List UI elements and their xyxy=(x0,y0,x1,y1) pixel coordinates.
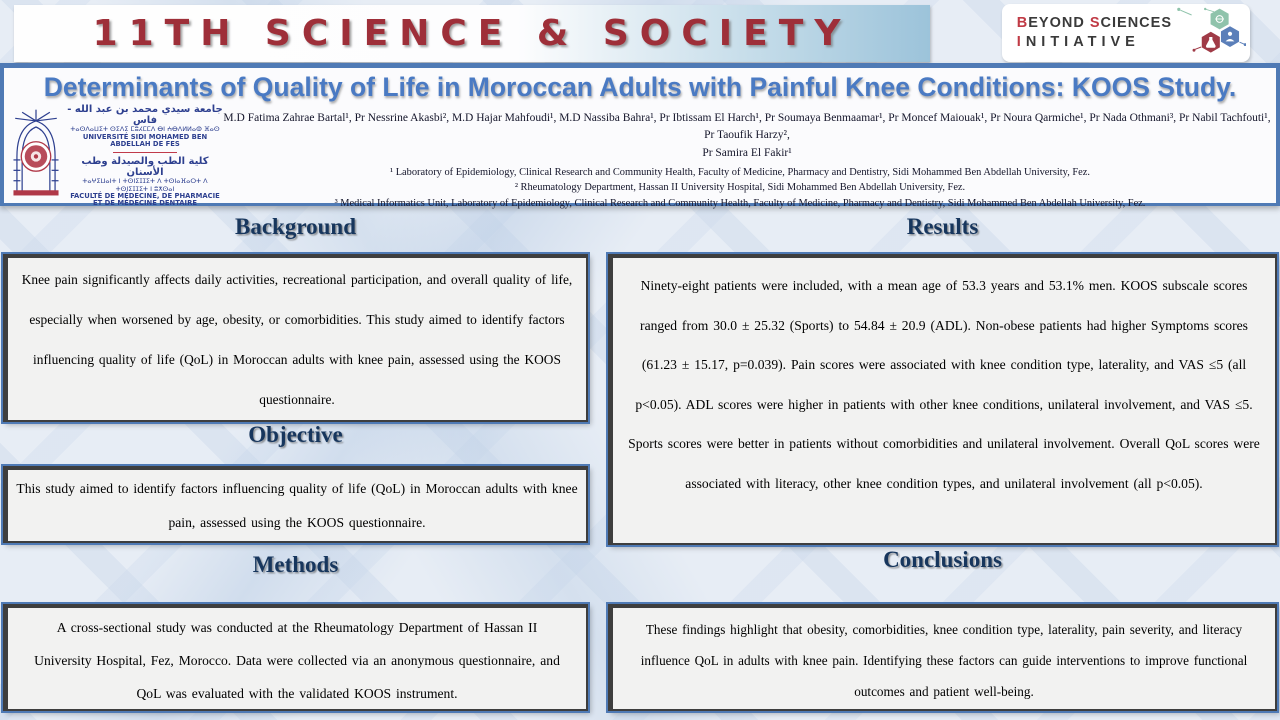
beyond-sciences-text: BEYOND SCIENCES xyxy=(1016,15,1172,32)
objective-text: This study aimed to identify factors influencing quality of life (QoL) in Moroccan adults with knee pain, assessed using the KOOS questionnaire. xyxy=(16,481,578,530)
logo-divider xyxy=(113,152,177,153)
event-banner xyxy=(14,5,930,62)
faculty-name-french: FACULTÉ DE MÉDECINE, DE PHARMACIE ET DE MÉDECINE DENTAIRE xyxy=(70,191,220,208)
conclusions-text: These findings highlight that obesity, comorbidities, knee condition type, laterality, pain severity, and literacy influence QoL in adults with knee pain. Identifying these factors can guide interventions to improve functional outcomes and patient well-being. xyxy=(640,622,1248,699)
university-logo xyxy=(10,104,224,208)
affiliations xyxy=(204,165,1276,212)
event-banner-title: 11TH SCIENCE & SOCIETY xyxy=(92,13,852,54)
university-name-tifinagh: ⵜⴰⵙⴷⴰⵡⵉⵜ ⵙⵉⴷⵉ ⵎⵓⵃⵎⵎⴷ ⴱⵏ ⵄⴱⴷⵍⵍⴰⵀ ⴼⴰⵙ xyxy=(70,125,220,134)
authors-line-1: M.D Fatima Zahrae Bartal¹, Pr Nessrine Akasbi², M.D Hajar Mahfoudi¹, M.D Nassiba Bahra¹, Pr Ibtissam El Harch¹, Pr Soumaya Benmaamar¹, Pr Moncef Maiouak¹, Pr Noura Qarmiche¹, Pr Nada Othmani³, Pr Nabil Tachfouti¹, Pr Taoufik Harzy², xyxy=(223,112,1271,142)
objective-box xyxy=(3,466,588,543)
section-heading-background: Background xyxy=(234,214,356,239)
bsi-logo-text xyxy=(1017,14,1172,52)
university-name-arabic: جامعة سيدي محمد بن عبد الله - فاس xyxy=(67,104,223,127)
university-logo-text xyxy=(66,104,224,208)
authors-list xyxy=(222,110,1272,162)
initiative-text: INITIATIVE xyxy=(1016,34,1140,50)
authors-line-2: Pr Samira El Fakir¹ xyxy=(702,146,792,159)
methods-text: A cross-sectional study was conducted at the Rheumatology Department of Hassan II University Hospital, Fez, Morocco. Data were collected via an anonymous questionnaire, and QoL was evaluated with the validated KOOS instrument. xyxy=(34,620,560,701)
affiliation-3: ³ Medical Informatics Unit, Laboratory of Epidemiology, Clinical Research and Community Health, Faculty of Medicine, Pharmacy and Dentistry, Sidi Mohammed Ben Abdellah University, Fez. xyxy=(334,197,1146,209)
university-emblem-icon xyxy=(10,106,62,205)
university-name-french: UNIVERSITÉ SIDI MOHAMED BEN ABDELLAH DE FES xyxy=(82,132,208,149)
background-text: Knee pain significantly affects daily activities, recreational participation, and overall quality of life, especially when worsened by age, obesity, or comorbidities. This study aimed to identify factors influencing quality of life (QoL) in Moroccan adults with knee pain, assessed using the KOOS questionnaire. xyxy=(21,272,573,407)
background-box xyxy=(3,254,588,422)
poster-title: Determinants of Quality of Life in Moroccan Adults with Painful Knee Conditions: KOOS Study. xyxy=(43,72,1237,102)
affiliation-1: ¹ Laboratory of Epidemiology, Clinical Research and Community Health, Faculty of Medicine, Pharmacy and Dentistry, Sidi Mohammed Ben Abdellah University, Fez. xyxy=(389,166,1090,178)
bsi-hexagons-icon xyxy=(1174,4,1246,63)
section-heading-results: Results xyxy=(906,214,979,239)
results-box xyxy=(608,254,1277,545)
conclusions-box xyxy=(608,604,1277,711)
header-panel xyxy=(0,63,1280,209)
section-heading-conclusions: Conclusions xyxy=(883,547,1002,572)
methods-box xyxy=(3,604,588,711)
faculty-name-tifinagh: ⵜⴰⵖⵉⵡⴰⵏⵜ ⵏ ⵜⵙⵏⵉⵊⵊⵉⵜ ⴷ ⵜⵙⵏⴰⴼⴰⵔⵜ ⴷ ⵜⵙⵏⵉⵊⵊⵉⵜ ⵏ ⵓⵅⵙⴰⵏ xyxy=(82,177,208,193)
bsi-logo xyxy=(1002,4,1250,62)
section-heading-objective: Objective xyxy=(248,422,343,447)
section-heading-methods: Methods xyxy=(252,552,339,577)
results-text: Ninety-eight patients were included, with a mean age of 53.3 years and 53.1% men. KOOS subscale scores ranged from 30.0 ± 25.32 (Sports) to 54.84 ± 20.9 (ADL). Non-obese patients had higher Symptoms scores (61.23 ± 15.17, p=0.039). Pain scores were associated with knee condition type, laterality, and VAS ≤5 (all p<0.05). ADL scores were higher in patients with other knee conditions, unilateral involvement, and VAS ≤5. Sports scores were better in patients without comorbidities and unilateral involvement. Overall QoL scores were associated with literacy, other knee condition types, and unilateral involvement (all p<0.05). xyxy=(628,278,1260,491)
faculty-name-arabic: كلية الطب والصيدلة وطب الأسنان xyxy=(81,155,209,179)
affiliation-2: ² Rheumatology Department, Hassan II University Hospital, Sidi Mohammed Ben Abdellah University, Fez. xyxy=(514,182,966,194)
